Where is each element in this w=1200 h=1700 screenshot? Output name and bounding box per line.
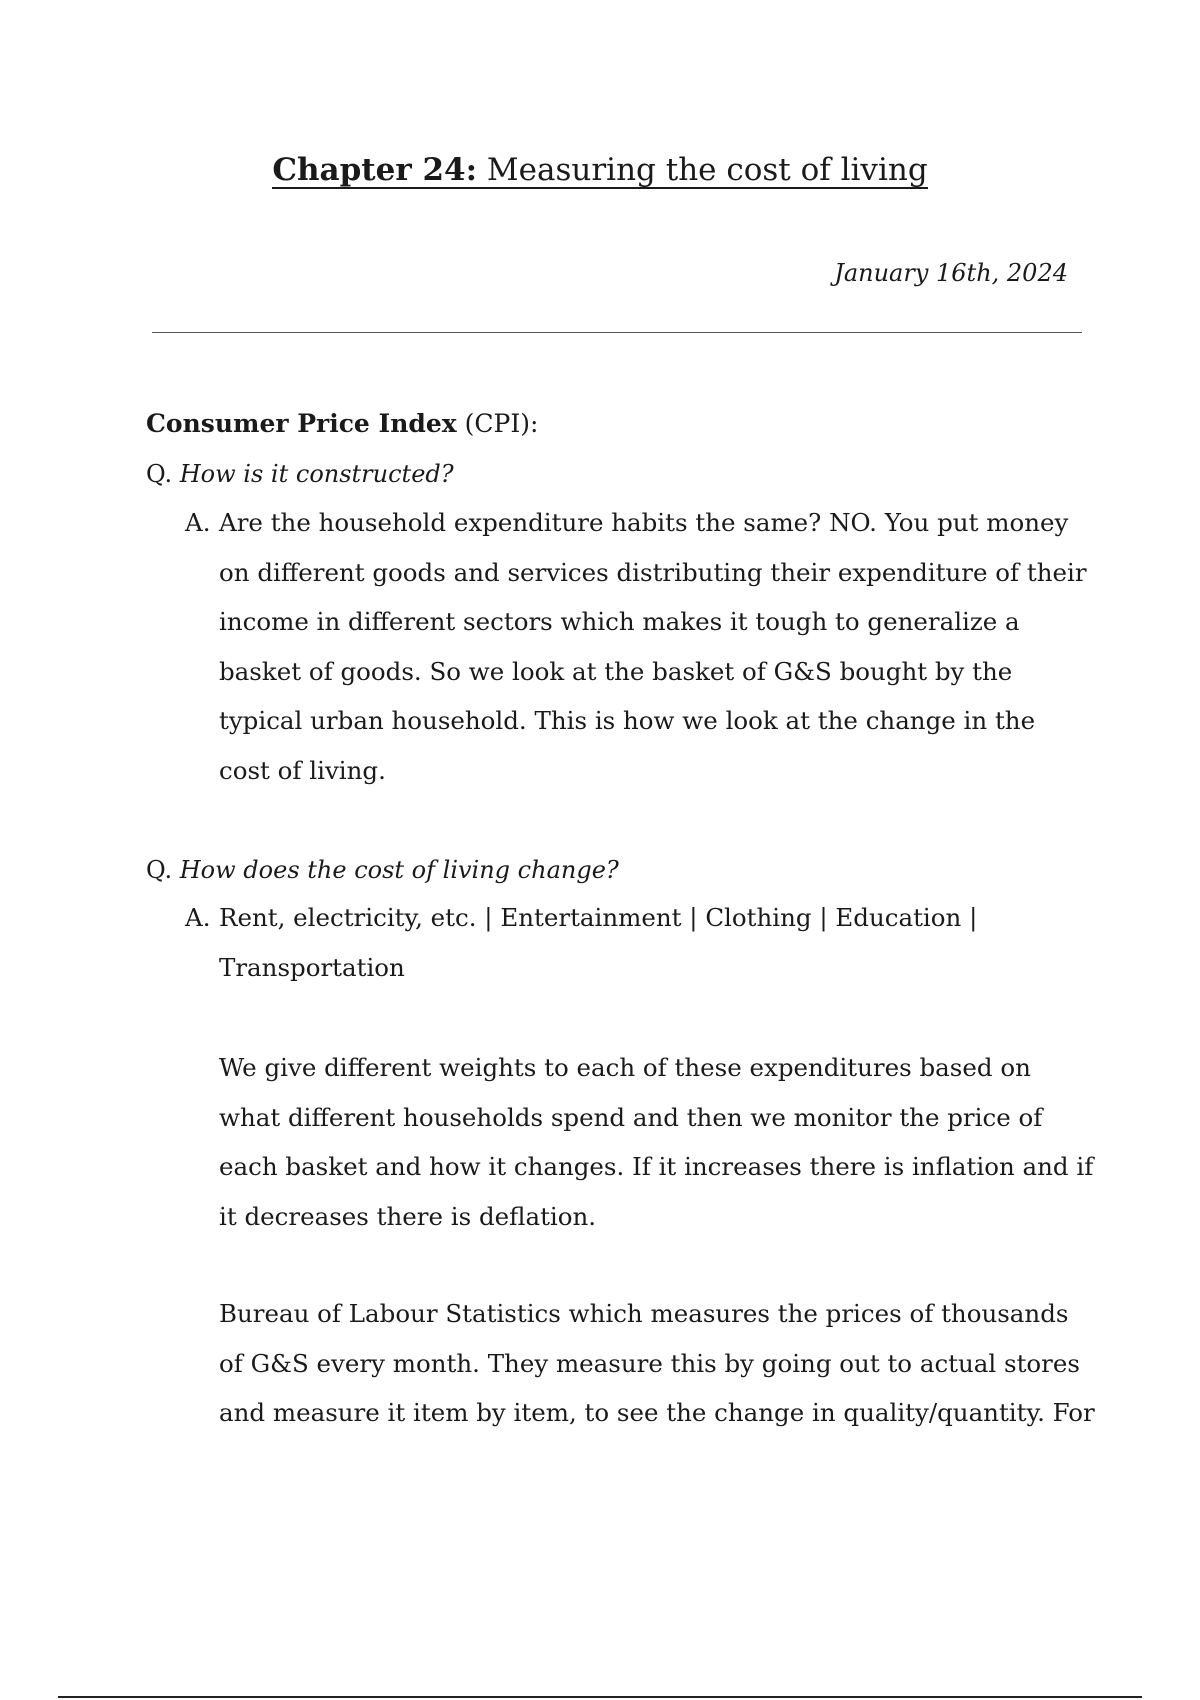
answer-2-label: A. <box>185 903 211 932</box>
title-topic: Measuring the cost of living <box>477 152 928 188</box>
question-2-text: How does the cost of living change? <box>179 856 619 884</box>
section-heading-bold: Consumer Price Index <box>146 409 457 438</box>
header-divider <box>152 332 1082 333</box>
paragraph-bureau: Bureau of Labour Statistics which measures the prices of thousands of G&S every month. They measure this by going out to actual stores and measure it item by item, to see the change in quality/quantity. For <box>219 1299 1095 1427</box>
answer-1 <box>185 498 1090 795</box>
answer-1-text: Are the household expenditure habits the same? NO. You put money on different goods and services distributing their expenditure of their income in different sectors which makes it tough to generalize a basket of goods. So we look at the basket of G&S bought by the typical urban household. This is how we look at the change in the cost of living. <box>219 508 1087 785</box>
title-chapter-number: Chapter 24: <box>272 152 478 188</box>
question-2 <box>146 854 619 886</box>
question-1 <box>146 458 454 490</box>
date-label: January 16th, 2024 <box>834 259 1068 287</box>
answer-1-label: A. <box>185 508 211 537</box>
title-underline <box>272 153 927 189</box>
section-heading-rest: (CPI): <box>456 409 539 438</box>
page-bottom-edge <box>58 1696 1142 1698</box>
page-title <box>0 150 1200 190</box>
section-heading <box>146 408 538 440</box>
question-1-text: How is it constructed? <box>179 460 454 488</box>
answer-2 <box>185 893 1090 992</box>
question-1-label: Q. <box>146 460 180 488</box>
answer-2-text: Rent, electricity, etc. | Entertainment | Clothing | Education | Transportation <box>219 903 978 982</box>
question-2-label: Q. <box>146 856 180 884</box>
paragraph-weights: We give different weights to each of these expenditures based on what different households spend and then we monitor the price of each basket and how it changes. If it increases there is inflation and if it decreases there is deflation. <box>219 1053 1094 1231</box>
